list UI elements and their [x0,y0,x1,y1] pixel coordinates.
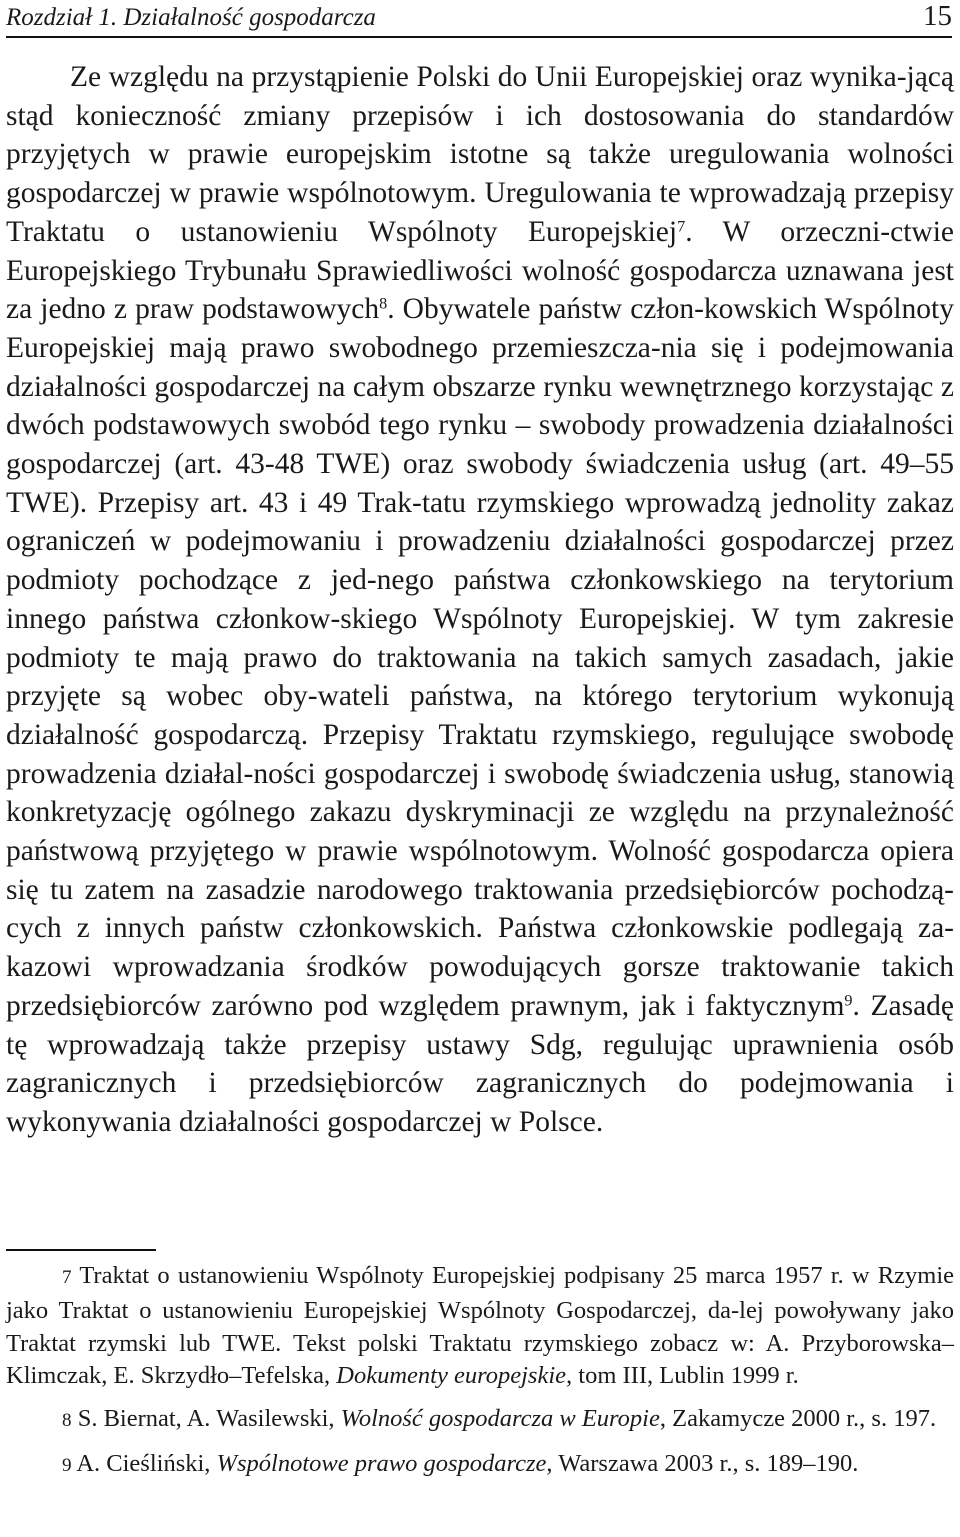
footnote [6,1260,954,1393]
footnote-text: , Zakamycze 2000 r., s. 197. [659,1405,937,1433]
running-header [6,0,952,36]
body-text: . Obywatele państw człon-kowskich Wspólnoty Europejskiej mają prawo swobodnego przemieszcza-nia się i podejmowania działalności gospodarczej na całym obszarze rynku wewnętrznego korzystając z dwóch podstawowych swobód tego rynku – swobody prowadzenia działalności gospodarczej (art. 43-48 TWE) oraz swobody świadczenia usług (art. 49–55 TWE). Przepisy art. 43 i 49 Trak-tatu rzymskiego wprowadzą jednolity zakaz ograniczeń w podejmowaniu i prowadzeniu działalności gospodarczej przez podmioty pochodzące z jed-nego państwa członkowskiego na terytorium innego państwa członkow-skiego Wspólnoty Europejskiej. W tym zakresie podmioty te mają prawo do traktowania na takich samych zasadach, jakie przyjęte są wobec oby-wateli państwa, na którego terytorium wykonują działalność gospodarczą. Przepisy Traktatu rzymskiego, regulujące swobodę prowadzenia działal-ności gospodarczej i swobodę świadczenia usług, stanowią konkretyzację ogólnego zakazu dyskryminacji ze względu na przynależność państwową przyjętego w prawie wspólnotowym. Wolność gospodarcza opiera się tu zatem na zasadzie narodowego traktowania przedsiębiorców pochodzą-cych z innych państw członkowskich. Państwa członkowskie podlegają za-kazowi wprowadzania środków powodujących gorsze traktowanie takich przedsiębiorców zarówno pod względem prawnym, jak i faktycznym [6,293,954,1022]
footnote-book-title: Wolność gospodarcza w Europie [340,1405,660,1433]
page-number: 15 [923,0,952,32]
footnote-book-title: Wspólnotowe prawo gospodarcze [216,1449,547,1477]
footnote-ref[interactable]: 7 [677,217,686,236]
footnote-text: , Warszawa 2003 r., s. 189–190. [546,1449,859,1477]
footnotes [6,1260,954,1493]
footnote-number: 8 [62,1410,72,1432]
footnote-text: S. Biernat, A. Wasilewski, [77,1405,341,1433]
footnote-number: 9 [62,1454,72,1476]
header-rule [6,36,952,38]
footnote-book-title: Dokumenty europejskie, [336,1362,573,1390]
footnote-text: Traktat o ustanowieniu Wspólnoty Europejskiej podpisany 25 marca 1957 r. w Rzymie jako Traktat o ustanowieniu Europejskiej Wspólnoty Gospodarczej, da-lej powoływany jako Traktat rzymski lub TWE. Tekst polski Traktatu rzymskiego zobacz w: A. Przyborowska–Klimczak, E. Skrzydło–Tefelska, [6,1262,955,1390]
footnote-ref[interactable]: 8 [379,294,388,313]
body-paragraph [6,58,954,1142]
footnote [6,1448,954,1483]
chapter-title: Rozdział 1. Działalność gospodarcza [6,4,376,31]
main-text [6,58,954,1142]
footnote-number: 7 [62,1267,72,1288]
footnote [6,1403,954,1438]
footnote-text: tom III, Lublin 1999 r. [572,1362,799,1390]
footnote-separator [6,1249,156,1251]
footnote-ref[interactable]: 9 [844,991,853,1010]
body-text: Ze względu na przystąpienie Polski do Unii Europejskiej oraz wynika-jącą stąd konieczność zmiany przepisów i ich dostosowania do standardów przyjętych w prawie europejskim istotne są także uregulowania wolności gospodarczej w prawie wspólnotowym. Uregulowania te wprowadzają przepisy Traktatu o ustanowieniu Wspólnoty Europejskiej [6,61,954,248]
body-text: . W orzeczni-ctwie Europejskiego Trybunału Sprawiedliwości wolność gospodarcza uznawana jest za jedno z praw podstawowych [6,215,954,326]
body-text: . Zasadę tę wprowadzają także przepisy ustawy Sdg, regulując uprawnienia osób zagranicznych i przedsiębiorców zagranicznych do podejmowania i wykonywania działalności gospodarczej w Polsce. [6,989,955,1138]
footnote-text: A. Cieśliński, [76,1449,217,1477]
